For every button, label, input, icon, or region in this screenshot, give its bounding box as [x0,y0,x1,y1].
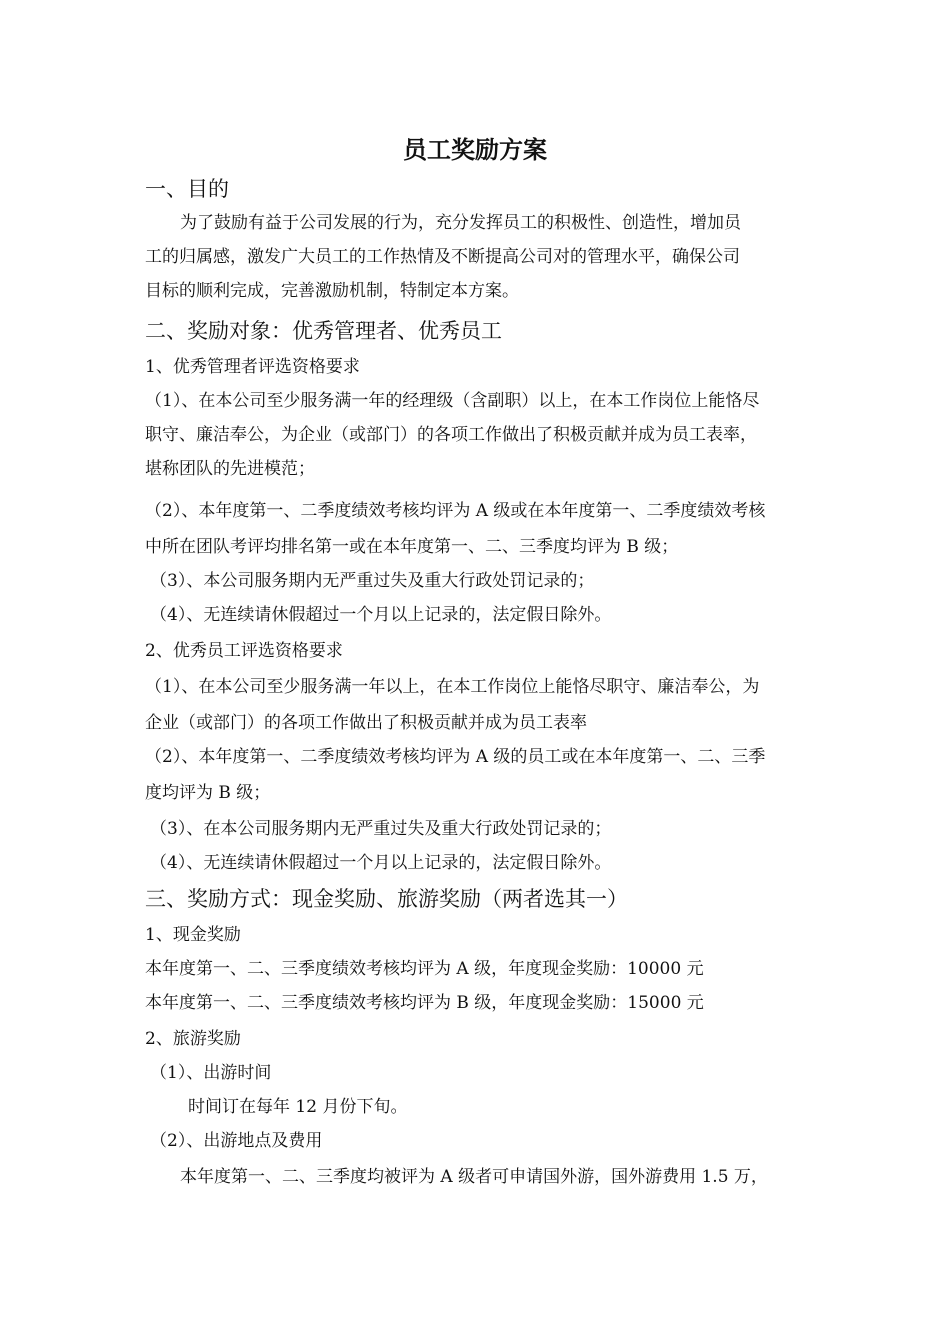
paragraph-line: 职守、廉洁奉公，为企业（或部门）的各项工作做出了积极贡献并成为员工表率， [145,425,757,445]
section-heading-purpose: 一、目的 [145,177,229,201]
paragraph-line: 堪称团队的先进模范； [145,459,315,479]
paragraph-line: （2）、本年度第一、二季度绩效考核均评为 A 级的员工或在本年度第一、二、三季 [145,747,766,767]
paragraph-line: 中所在团队考评均排名第一或在本年度第一、二、三季度均评为 B 级； [145,537,679,557]
paragraph-line: （3）、本公司服务期内无严重过失及重大行政处罚记录的； [150,571,595,591]
paragraph-line: 本年度第一、二、三季度绩效考核均评为 B 级，年度现金奖励：15000 元 [145,993,704,1013]
paragraph-line: （4）、无连续请休假超过一个月以上记录的，法定假日除外。 [150,853,612,873]
subheading-cash-reward: 1、现金奖励 [145,925,241,945]
paragraph-line: 目标的顺利完成，完善激励机制，特制定本方案。 [145,281,519,301]
paragraph-line: （3）、在本公司服务期内无严重过失及重大行政处罚记录的； [150,819,612,839]
paragraph-line: 本年度第一、二、三季度绩效考核均评为 A 级，年度现金奖励：10000 元 [145,959,704,979]
paragraph-line: 度均评为 B 级； [145,783,271,803]
paragraph-line: 企业（或部门）的各项工作做出了积极贡献并成为员工表率 [145,713,587,733]
document-title: 员工奖励方案 [403,136,547,164]
paragraph-line: （2）、本年度第一、二季度绩效考核均评为 A 级或在本年度第一、二季度绩效考核 [145,501,766,521]
paragraph-line: （1）、出游时间 [150,1063,272,1083]
paragraph-line: （2）、出游地点及费用 [150,1131,323,1151]
subheading-manager-requirements: 1、优秀管理者评选资格要求 [145,357,360,377]
section-heading-targets: 二、奖励对象：优秀管理者、优秀员工 [145,319,502,343]
subheading-travel-reward: 2、旅游奖励 [145,1029,241,1049]
paragraph-line: （4）、无连续请休假超过一个月以上记录的，法定假日除外。 [150,605,612,625]
paragraph-line: （1）、在本公司至少服务满一年的经理级（含副职）以上，在本工作岗位上能恪尽 [145,391,760,411]
paragraph-line: 工的归属感，激发广大员工的工作热情及不断提高公司对的管理水平，确保公司 [145,247,740,267]
section-heading-methods: 三、奖励方式：现金奖励、旅游奖励（两者选其一） [145,887,628,911]
paragraph-line: 时间订在每年 12 月份下旬。 [188,1097,408,1117]
paragraph-line: 本年度第一、二、三季度均被评为 A 级者可申请国外游，国外游费用 1.5 万， [180,1167,768,1187]
paragraph-line: （1）、在本公司至少服务满一年以上，在本工作岗位上能恪尽职守、廉洁奉公，为 [145,677,760,697]
paragraph-line: 为了鼓励有益于公司发展的行为，充分发挥员工的积极性、创造性，增加员 [180,213,741,233]
subheading-employee-requirements: 2、优秀员工评选资格要求 [145,641,343,661]
